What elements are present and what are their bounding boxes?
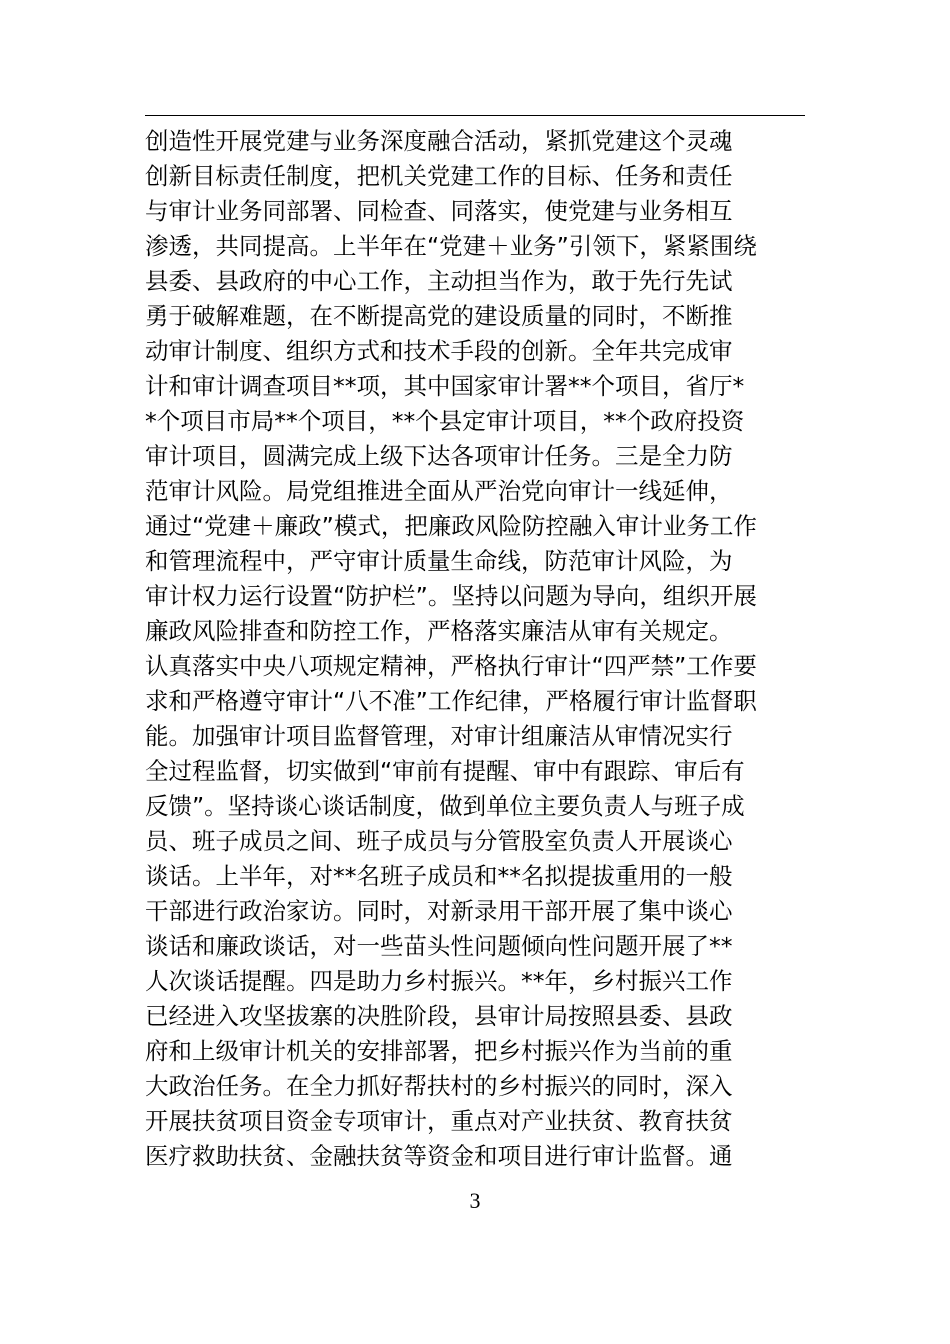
text-line: 谈话和廉政谈话，对一些苗头性问题倾向性问题开展了** <box>145 932 733 960</box>
text-line: 廉政风险排查和防控工作，严格落实廉洁从审有关规定。 <box>145 617 733 645</box>
text-line: 审计权力运行设置“防护栏”。坚持以问题为导向，组织开展 <box>145 582 757 610</box>
text-line: 审计项目，圆满完成上级下达各项审计任务。三是全力防 <box>145 442 733 470</box>
text-line: 与审计业务同部署、同检查、同落实，使党建与业务相互 <box>145 197 733 225</box>
text-line: 创造性开展党建与业务深度融合活动，紧抓党建这个灵魂 <box>145 127 733 155</box>
text-line: 和管理流程中，严守审计质量生命线，防范审计风险，为 <box>145 547 733 575</box>
text-line: 员、班子成员之间、班子成员与分管股室负责人开展谈心 <box>145 827 733 855</box>
text-line: 干部进行政治家访。同时，对新录用干部开展了集中谈心 <box>145 897 733 925</box>
text-line: 大政治任务。在全力抓好帮扶村的乡村振兴的同时，深入 <box>145 1072 733 1100</box>
text-line: 谈话。上半年，对**名班子成员和**名拟提拔重用的一般 <box>145 862 733 890</box>
body-text <box>145 124 810 1174</box>
text-line: 通过“党建＋廉政”模式，把廉政风险防控融入审计业务工作 <box>145 512 757 540</box>
text-line: 已经进入攻坚拔寨的决胜阶段，县审计局按照县委、县政 <box>145 1002 733 1030</box>
text-line: 县委、县政府的中心工作，主动担当作为，敢于先行先试 <box>145 267 733 295</box>
text-line: 开展扶贫项目资金专项审计，重点对产业扶贫、教育扶贫 <box>145 1107 733 1135</box>
text-line: 渗透，共同提高。上半年在“党建＋业务”引领下，紧紧围绕 <box>145 232 757 260</box>
header-rule <box>145 115 805 116</box>
text-line: 求和严格遵守审计“八不准”工作纪律，严格履行审计监督职 <box>145 687 757 715</box>
text-line: 范审计风险。局党组推进全面从严治党向审计一线延伸， <box>145 477 733 505</box>
text-line: 动审计制度、组织方式和技术手段的创新。全年共完成审 <box>145 337 733 365</box>
page-number: 3 <box>469 1188 481 1213</box>
text-line: 创新目标责任制度，把机关党建工作的目标、任务和责任 <box>145 162 733 190</box>
text-line: 反馈”。坚持谈心谈话制度，做到单位主要负责人与班子成 <box>145 792 745 820</box>
text-line: 认真落实中央八项规定精神，严格执行审计“四严禁”工作要 <box>145 652 757 680</box>
text-line: 勇于破解难题，在不断提高党的建设质量的同时，不断推 <box>145 302 733 330</box>
text-line: 能。加强审计项目监督管理，对审计组廉洁从审情况实行 <box>145 722 733 750</box>
text-line: *个项目市局**个项目，**个县定审计项目，**个政府投资 <box>145 407 745 435</box>
text-line: 医疗救助扶贫、金融扶贫等资金和项目进行审计监督。通 <box>145 1142 733 1170</box>
text-line: 计和审计调查项目**项，其中国家审计署**个项目，省厅* <box>145 372 745 400</box>
text-line: 人次谈话提醒。四是助力乡村振兴。**年，乡村振兴工作 <box>145 967 733 995</box>
text-line: 府和上级审计机关的安排部署，把乡村振兴作为当前的重 <box>145 1037 733 1065</box>
text-line: 全过程监督，切实做到“审前有提醒、审中有跟踪、审后有 <box>145 757 745 785</box>
